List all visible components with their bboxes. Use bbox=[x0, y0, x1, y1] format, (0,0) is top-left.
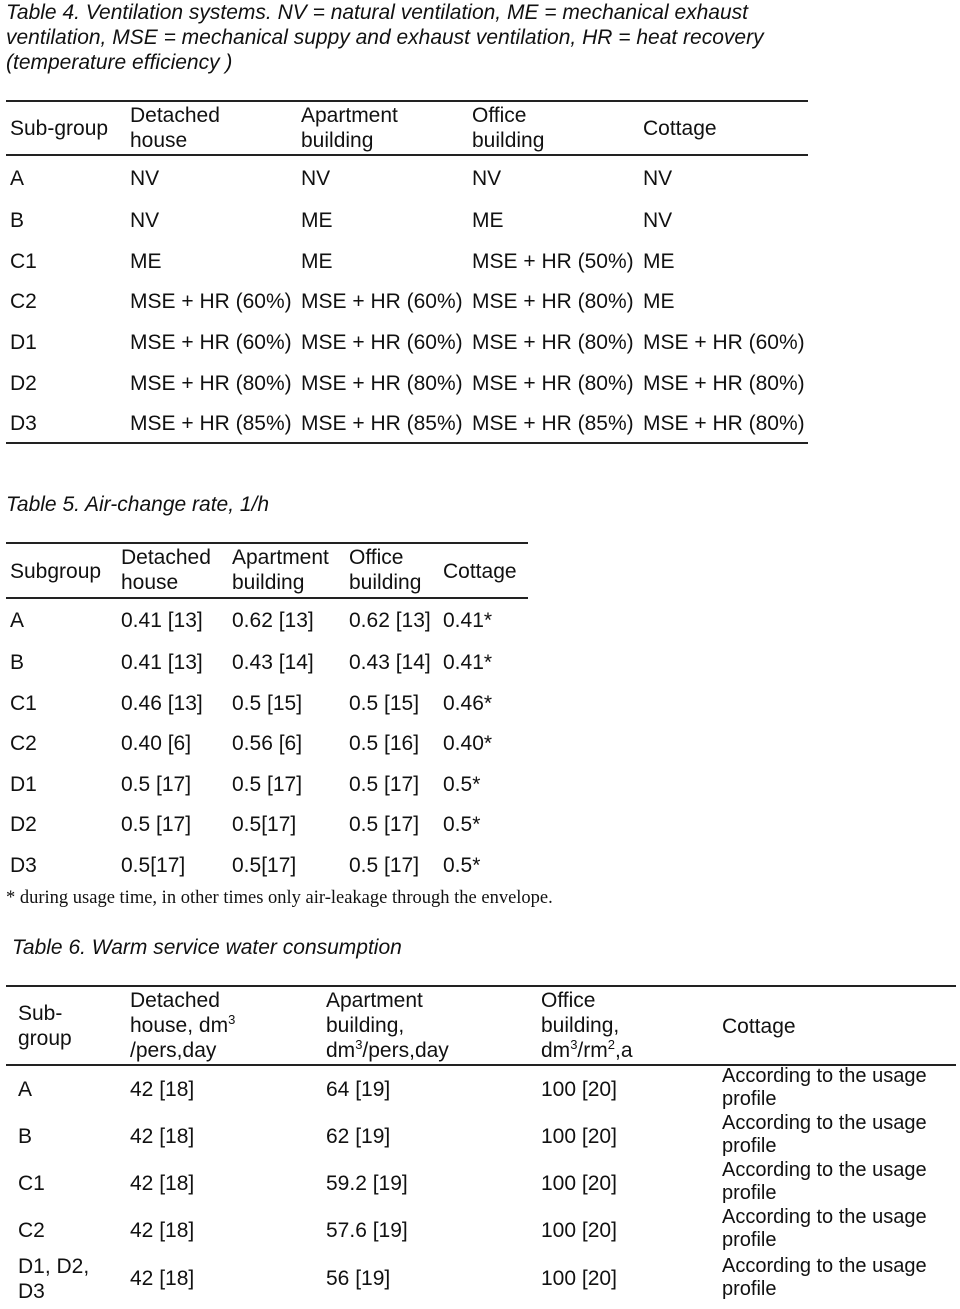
table-cell: MSE + HR (60%) bbox=[643, 331, 805, 354]
table-cell: 0.40* bbox=[443, 732, 493, 755]
table-cell: According to the usage profile bbox=[722, 1255, 927, 1300]
table-cell: NV bbox=[643, 209, 673, 232]
table-cell: According to the usage profile bbox=[722, 1112, 927, 1157]
table-cell: 0.5 [15] bbox=[232, 692, 303, 715]
table-cell: ME bbox=[301, 209, 333, 232]
table-cell: MSE + HR (60%) bbox=[130, 290, 292, 313]
table-cell: 57.6 [19] bbox=[326, 1219, 408, 1242]
table-5-header-subgroup: Subgroup bbox=[10, 560, 102, 583]
table-cell: MSE + HR (85%) bbox=[472, 412, 634, 435]
table-cell: 62 [19] bbox=[326, 1125, 391, 1148]
table-cell: 42 [18] bbox=[130, 1125, 195, 1148]
table-cell: D2 bbox=[10, 813, 37, 836]
table-4-header-cottage: Cottage bbox=[643, 117, 717, 140]
table-cell: ME bbox=[301, 250, 333, 273]
table-cell: 0.5[17] bbox=[232, 813, 297, 836]
table-cell: 0.5 [16] bbox=[349, 732, 420, 755]
table-6-header-detached: Detached house, $dm^3$ /pers,day bbox=[130, 989, 236, 1062]
table-4-caption: Table 4. Ventilation systems. NV = natural ventilation, ME = mechanical exhaust ventilation, MSE = mechanical suppy and exhaust ventilation, HR = heat recovery (temperature efficiency ) bbox=[6, 1, 764, 74]
table-cell: C1 bbox=[18, 1172, 45, 1195]
table-6-top-rule bbox=[6, 985, 956, 987]
table-cell: 100 [20] bbox=[541, 1125, 617, 1148]
table-cell: MSE + HR (80%) bbox=[643, 372, 805, 395]
table-cell: MSE + HR (60%) bbox=[130, 331, 292, 354]
table-cell: MSE + HR (80%) bbox=[472, 372, 634, 395]
table-cell: 42 [18] bbox=[130, 1172, 195, 1195]
table-4-header-office: Office building bbox=[472, 104, 545, 152]
table-cell: MSE + HR (60%) bbox=[301, 331, 463, 354]
table-cell: C1 bbox=[10, 692, 37, 715]
table-cell: C2 bbox=[10, 732, 37, 755]
table-cell: 100 [20] bbox=[541, 1078, 617, 1101]
table-cell: 0.5 [17] bbox=[349, 773, 420, 796]
table-cell: 0.5 [17] bbox=[349, 854, 420, 877]
table-cell: 0.41* bbox=[443, 651, 493, 674]
table-cell: 0.41* bbox=[443, 609, 493, 632]
table-cell: 0.5 [15] bbox=[349, 692, 420, 715]
table-cell: MSE + HR (80%) bbox=[472, 331, 634, 354]
table-cell: MSE + HR (85%) bbox=[130, 412, 292, 435]
table-cell: 0.46 [13] bbox=[121, 692, 203, 715]
table-5-header-detached: Detached house bbox=[121, 546, 211, 594]
table-cell: 100 [20] bbox=[541, 1172, 617, 1195]
table-cell: 0.62 [13] bbox=[232, 609, 314, 632]
table-cell: 0.5* bbox=[443, 854, 481, 877]
table-4-header-detached: Detached house bbox=[130, 104, 220, 152]
table-cell: MSE + HR (80%) bbox=[130, 372, 292, 395]
table-4-header-rule bbox=[6, 154, 808, 156]
table-cell: According to the usage profile bbox=[722, 1065, 927, 1110]
table-cell: MSE + HR (80%) bbox=[643, 412, 805, 435]
table-6-header-cottage: Cottage bbox=[722, 1015, 796, 1038]
table-5-header-office: Office building bbox=[349, 546, 422, 594]
table-cell: According to the usage profile bbox=[722, 1206, 927, 1251]
table-cell: ME bbox=[130, 250, 162, 273]
table-cell: 0.62 [13] bbox=[349, 609, 431, 632]
table-cell: 42 [18] bbox=[130, 1078, 195, 1101]
table-cell: ME bbox=[643, 290, 675, 313]
table-cell: 0.46* bbox=[443, 692, 493, 715]
table-5-top-rule bbox=[6, 542, 528, 544]
table-5-caption: Table 5. Air-change rate, 1/h bbox=[6, 493, 270, 516]
table-cell: MSE + HR (85%) bbox=[301, 412, 463, 435]
table-cell: 0.41 [13] bbox=[121, 609, 203, 632]
table-6-header-subgroup: Sub-group bbox=[18, 1002, 72, 1050]
table-cell: 0.5 [17] bbox=[121, 773, 192, 796]
table-4-bottom-rule bbox=[6, 442, 808, 444]
table-cell: According to the usage profile bbox=[722, 1159, 927, 1204]
table-cell: D3 bbox=[10, 412, 37, 435]
table-cell: MSE + HR (80%) bbox=[301, 372, 463, 395]
table-cell: 0.5 [17] bbox=[232, 773, 303, 796]
table-cell: MSE + HR (80%) bbox=[472, 290, 634, 313]
table-cell: 0.43 [14] bbox=[232, 651, 314, 674]
table-cell: C1 bbox=[10, 250, 37, 273]
table-cell: ME bbox=[643, 250, 675, 273]
table-cell: 0.40 [6] bbox=[121, 732, 192, 755]
table-6-header-office: Office building, $dm^3/rm^2,a$ bbox=[541, 989, 633, 1062]
table-cell: B bbox=[10, 651, 25, 674]
table-cell: B bbox=[18, 1125, 33, 1148]
table-cell: 59.2 [19] bbox=[326, 1172, 408, 1195]
table-cell: 0.5 [17] bbox=[349, 813, 420, 836]
table-cell: ME bbox=[472, 209, 504, 232]
table-cell: 0.56 [6] bbox=[232, 732, 303, 755]
table-cell: 64 [19] bbox=[326, 1078, 391, 1101]
table-4-header-subgroup: Sub-group bbox=[10, 117, 109, 140]
table-cell: 0.5[17] bbox=[121, 854, 186, 877]
table-cell: NV bbox=[472, 167, 502, 190]
table-cell: D1, D2, D3 bbox=[18, 1255, 90, 1303]
table-cell: NV bbox=[130, 209, 160, 232]
table-cell: D1 bbox=[10, 773, 37, 796]
table-cell: D1 bbox=[10, 331, 37, 354]
table-6-caption: Table 6. Warm service water consumption bbox=[12, 936, 402, 959]
table-cell: 0.43 [14] bbox=[349, 651, 431, 674]
table-cell: C2 bbox=[18, 1219, 45, 1242]
table-cell: A bbox=[18, 1078, 33, 1101]
table-cell: 0.5* bbox=[443, 773, 481, 796]
table-cell: MSE + HR (50%) bbox=[472, 250, 634, 273]
table-cell: A bbox=[10, 609, 25, 632]
table-5-header-cottage: Cottage bbox=[443, 560, 517, 583]
table-cell: 0.5 [17] bbox=[121, 813, 192, 836]
table-cell: 42 [18] bbox=[130, 1267, 195, 1290]
table-cell: NV bbox=[301, 167, 331, 190]
table-cell: B bbox=[10, 209, 25, 232]
table-cell: 0.5[17] bbox=[232, 854, 297, 877]
table-6-header-apartment: Apartment building, $dm^3/pers,day$ bbox=[326, 989, 449, 1062]
table-cell: NV bbox=[130, 167, 160, 190]
table-cell: 42 [18] bbox=[130, 1219, 195, 1242]
table-cell: D2 bbox=[10, 372, 37, 395]
table-cell: A bbox=[10, 167, 25, 190]
table-5-header-rule bbox=[6, 597, 528, 599]
table-cell: 56 [19] bbox=[326, 1267, 391, 1290]
table-cell: C2 bbox=[10, 290, 37, 313]
table-5-header-apartment: Apartment building bbox=[232, 546, 329, 594]
table-cell: 100 [20] bbox=[541, 1267, 617, 1290]
table-cell: MSE + HR (60%) bbox=[301, 290, 463, 313]
table-cell: D3 bbox=[10, 854, 37, 877]
table-4-top-rule bbox=[6, 100, 808, 102]
table-cell: 0.41 [13] bbox=[121, 651, 203, 674]
table-5-footnote: * during usage time, in other times only air-leakage through the envelope. bbox=[6, 888, 553, 908]
table-cell: NV bbox=[643, 167, 673, 190]
table-cell: 0.5* bbox=[443, 813, 481, 836]
table-4-header-apartment: Apartment building bbox=[301, 104, 398, 152]
table-cell: 100 [20] bbox=[541, 1219, 617, 1242]
